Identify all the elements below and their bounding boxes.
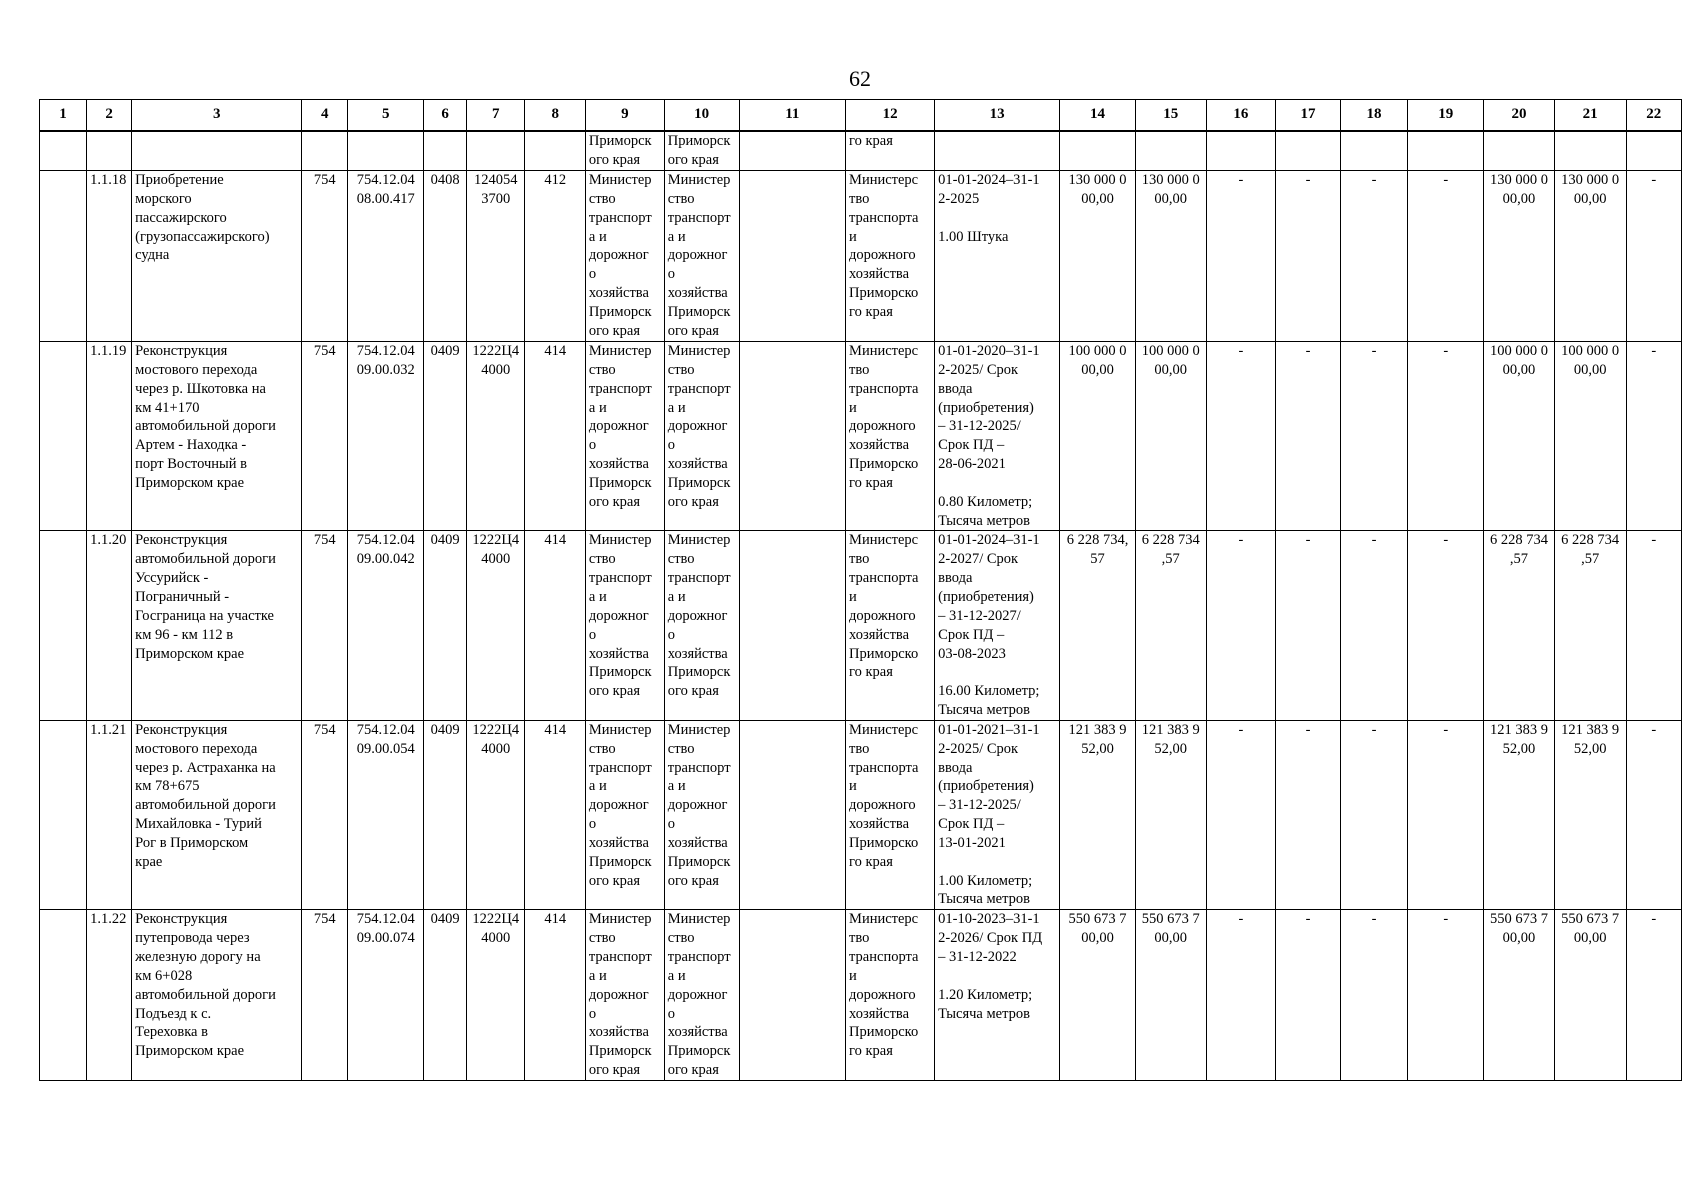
- table-cell: 0409: [424, 342, 467, 531]
- table-cell: -: [1206, 720, 1276, 909]
- object-name: Реконструкция автомобильной дороги Уссурийск - Пограничный - Госграница на участке км 96 - км 112 в Приморском крае: [132, 531, 302, 720]
- table-cell: 754: [302, 531, 348, 720]
- column-header: 4: [302, 100, 348, 132]
- customer-cell: Министер ство транспорт а и дорожног о хозяйства Приморск ого края: [664, 531, 739, 720]
- table-cell: [1060, 131, 1136, 171]
- table-cell: -: [1340, 171, 1408, 342]
- column-header: 17: [1276, 100, 1341, 132]
- object-name: Реконструкция мостового перехода через р. Астраханка на км 78+675 автомобильной дороги Михайловка - Турий Рог в Приморском крае: [132, 720, 302, 909]
- responsible-cell: Министер ство транспорт а и дорожног о хозяйства Приморск ого края: [585, 531, 664, 720]
- period-cell: 01-10-2023–31-1 2-2026/ Срок ПД – 31-12-2022 1.20 Километр; Тысяча метров: [935, 910, 1060, 1081]
- row-number: 1.1.18: [87, 171, 132, 342]
- amount-cell: 100 000 0 00,00: [1135, 342, 1206, 531]
- responsible-cell: Министер ство транспорт а и дорожног о хозяйства Приморск ого края: [585, 171, 664, 342]
- amount-cell: 130 000 0 00,00: [1060, 171, 1136, 342]
- table-cell: -: [1408, 910, 1484, 1081]
- table-cell: -: [1626, 910, 1682, 1081]
- table-cell: -: [1408, 171, 1484, 342]
- registry-table: [39, 99, 1682, 1081]
- table-cell: [739, 342, 846, 531]
- table-cell: -: [1626, 171, 1682, 342]
- column-header: 15: [1135, 100, 1206, 132]
- table-cell: 754: [302, 171, 348, 342]
- table-cell: -: [1340, 720, 1408, 909]
- responsible-cell: Министер ство транспорт а и дорожног о хозяйства Приморск ого края: [585, 342, 664, 531]
- table-cell: [348, 131, 424, 171]
- table-cell: 1222Ц4 4000: [467, 531, 525, 720]
- table-cell: 754: [302, 342, 348, 531]
- customer-cell: Министер ство транспорт а и дорожног о хозяйства Приморск ого края: [664, 720, 739, 909]
- table-cell: 124054 3700: [467, 171, 525, 342]
- amount-cell: 100 000 0 00,00: [1554, 342, 1626, 531]
- column-header: 19: [1408, 100, 1484, 132]
- table-cell: [40, 171, 87, 342]
- amount-cell: 130 000 0 00,00: [1554, 171, 1626, 342]
- table-cell: [739, 531, 846, 720]
- responsible-cell: Министер ство транспорт а и дорожног о хозяйства Приморск ого края: [585, 910, 664, 1081]
- table-cell: [525, 131, 585, 171]
- column-header: 16: [1206, 100, 1276, 132]
- column-header: 21: [1554, 100, 1626, 132]
- column-header: 2: [87, 100, 132, 132]
- table-cell: -: [1408, 342, 1484, 531]
- table-cell: -: [1206, 171, 1276, 342]
- row-number: 1.1.20: [87, 531, 132, 720]
- table-cell: -: [1626, 531, 1682, 720]
- amount-cell: 550 673 7 00,00: [1484, 910, 1555, 1081]
- table-cell: [40, 342, 87, 531]
- table-cell: [1626, 131, 1682, 171]
- table-cell: [424, 131, 467, 171]
- column-header: 18: [1340, 100, 1408, 132]
- amount-cell: 6 228 734 ,57: [1484, 531, 1555, 720]
- table-row: [40, 171, 1682, 342]
- table-cell: 412: [525, 171, 585, 342]
- table-cell: 0408: [424, 171, 467, 342]
- table-cell: 1222Ц4 4000: [467, 342, 525, 531]
- table-cell: 414: [525, 720, 585, 909]
- amount-cell: 121 383 9 52,00: [1060, 720, 1136, 909]
- table-cell: [1135, 131, 1206, 171]
- column-header: 14: [1060, 100, 1136, 132]
- table-cell: 1222Ц4 4000: [467, 910, 525, 1081]
- column-header: 22: [1626, 100, 1682, 132]
- table-cell: [40, 910, 87, 1081]
- table-cell: 754.12.04 08.00.417: [348, 171, 424, 342]
- column-header: 6: [424, 100, 467, 132]
- amount-cell: 130 000 0 00,00: [1135, 171, 1206, 342]
- responsible-cell: Министер ство транспорт а и дорожног о хозяйства Приморск ого края: [585, 720, 664, 909]
- column-header: 10: [664, 100, 739, 132]
- table-cell: 1222Ц4 4000: [467, 720, 525, 909]
- table-cell: [1484, 131, 1555, 171]
- column-header: 8: [525, 100, 585, 132]
- column-header: 20: [1484, 100, 1555, 132]
- table-row: [40, 531, 1682, 720]
- recipient-cell: Министерс тво транспорта и дорожного хозяйства Приморско го края: [846, 910, 935, 1081]
- table-cell: -: [1340, 910, 1408, 1081]
- column-header: 12: [846, 100, 935, 132]
- table-cell: [467, 131, 525, 171]
- column-header: 7: [467, 100, 525, 132]
- table-cell: -: [1276, 171, 1341, 342]
- amount-cell: 550 673 7 00,00: [1135, 910, 1206, 1081]
- amount-cell: 121 383 9 52,00: [1484, 720, 1555, 909]
- amount-cell: 6 228 734, 57: [1060, 531, 1136, 720]
- period-cell: 01-01-2024–31-1 2-2025 1.00 Штука: [935, 171, 1060, 342]
- customer-cell: Министер ство транспорт а и дорожног о хозяйства Приморск ого края: [664, 171, 739, 342]
- table-cell: -: [1626, 342, 1682, 531]
- header-row: [40, 100, 1682, 132]
- table-cell: 0409: [424, 720, 467, 909]
- period-cell: 01-01-2021–31-1 2-2025/ Срок ввода (приобретения) – 31-12-2025/ Срок ПД – 13-01-2021 1.00 Километр; Тысяча метров: [935, 720, 1060, 909]
- table-cell: 414: [525, 531, 585, 720]
- table-cell: -: [1206, 531, 1276, 720]
- table-cell: [1206, 131, 1276, 171]
- row-number: 1.1.19: [87, 342, 132, 531]
- table-cell: 0409: [424, 531, 467, 720]
- customer-cell: Приморск ого края: [664, 131, 739, 171]
- amount-cell: 121 383 9 52,00: [1554, 720, 1626, 909]
- recipient-cell: го края: [846, 131, 935, 171]
- row-number: 1.1.21: [87, 720, 132, 909]
- column-header: 9: [585, 100, 664, 132]
- table-row: [40, 342, 1682, 531]
- recipient-cell: Министерс тво транспорта и дорожного хозяйства Приморско го края: [846, 171, 935, 342]
- table-cell: -: [1276, 910, 1341, 1081]
- table-row: [40, 720, 1682, 909]
- object-name: Реконструкция мостового перехода через р. Шкотовка на км 41+170 автомобильной дороги Артем - Находка - порт Восточный в Приморском крае: [132, 342, 302, 531]
- table-cell: [40, 720, 87, 909]
- table-cell: -: [1408, 720, 1484, 909]
- table-cell: [935, 131, 1060, 171]
- object-name: Реконструкция путепровода через железную дорогу на км 6+028 автомобильной дороги Подъезд к с. Тереховка в Приморском крае: [132, 910, 302, 1081]
- table-cell: 754: [302, 720, 348, 909]
- amount-cell: 6 228 734 ,57: [1135, 531, 1206, 720]
- amount-cell: 100 000 0 00,00: [1484, 342, 1555, 531]
- customer-cell: Министер ство транспорт а и дорожног о хозяйства Приморск ого края: [664, 910, 739, 1081]
- recipient-cell: Министерс тво транспорта и дорожного хозяйства Приморско го края: [846, 720, 935, 909]
- column-header: 3: [132, 100, 302, 132]
- table-cell: [40, 131, 87, 171]
- table-cell: [1554, 131, 1626, 171]
- table-cell: 754.12.04 09.00.032: [348, 342, 424, 531]
- table-cell: [1276, 131, 1341, 171]
- table-cell: [739, 910, 846, 1081]
- table-cell: -: [1276, 720, 1341, 909]
- table-cell: 414: [525, 910, 585, 1081]
- table-cell: 754.12.04 09.00.042: [348, 531, 424, 720]
- column-header: 11: [739, 100, 846, 132]
- column-header: 5: [348, 100, 424, 132]
- amount-cell: 550 673 7 00,00: [1554, 910, 1626, 1081]
- object-name: Приобретение морского пассажирского (грузопассажирского) судна: [132, 171, 302, 342]
- period-cell: 01-01-2024–31-1 2-2027/ Срок ввода (приобретения) – 31-12-2027/ Срок ПД – 03-08-2023 16.00 Километр; Тысяча метров: [935, 531, 1060, 720]
- table-cell: 0409: [424, 910, 467, 1081]
- row-number: 1.1.22: [87, 910, 132, 1081]
- recipient-cell: Министерс тво транспорта и дорожного хозяйства Приморско го края: [846, 531, 935, 720]
- period-cell: 01-01-2020–31-1 2-2025/ Срок ввода (приобретения) – 31-12-2025/ Срок ПД – 28-06-2021 0.80 Километр; Тысяча метров: [935, 342, 1060, 531]
- table-cell: -: [1276, 531, 1341, 720]
- table-cell: -: [1626, 720, 1682, 909]
- column-header: 1: [40, 100, 87, 132]
- table-cell: [739, 131, 846, 171]
- table-cell: [132, 131, 302, 171]
- continuation-row: [40, 131, 1682, 171]
- table-cell: 754.12.04 09.00.054: [348, 720, 424, 909]
- table-cell: [40, 531, 87, 720]
- amount-cell: 550 673 7 00,00: [1060, 910, 1136, 1081]
- table-cell: [739, 720, 846, 909]
- table-cell: -: [1276, 342, 1341, 531]
- table-cell: 754: [302, 910, 348, 1081]
- table-cell: [87, 131, 132, 171]
- customer-cell: Министер ство транспорт а и дорожног о хозяйства Приморск ого края: [664, 342, 739, 531]
- table-cell: -: [1206, 342, 1276, 531]
- table-cell: [739, 171, 846, 342]
- table-cell: [1408, 131, 1484, 171]
- page-number: 62: [849, 66, 871, 91]
- amount-cell: 6 228 734 ,57: [1554, 531, 1626, 720]
- amount-cell: 100 000 0 00,00: [1060, 342, 1136, 531]
- amount-cell: 130 000 0 00,00: [1484, 171, 1555, 342]
- table-cell: -: [1206, 910, 1276, 1081]
- recipient-cell: Министерс тво транспорта и дорожного хозяйства Приморско го края: [846, 342, 935, 531]
- table-row: [40, 910, 1682, 1081]
- amount-cell: 121 383 9 52,00: [1135, 720, 1206, 909]
- table-cell: -: [1340, 531, 1408, 720]
- table-cell: [302, 131, 348, 171]
- table-cell: [1340, 131, 1408, 171]
- responsible-cell: Приморск ого края: [585, 131, 664, 171]
- table-cell: 754.12.04 09.00.074: [348, 910, 424, 1081]
- table-cell: 414: [525, 342, 585, 531]
- table-cell: -: [1408, 531, 1484, 720]
- table-cell: -: [1340, 342, 1408, 531]
- column-header: 13: [935, 100, 1060, 132]
